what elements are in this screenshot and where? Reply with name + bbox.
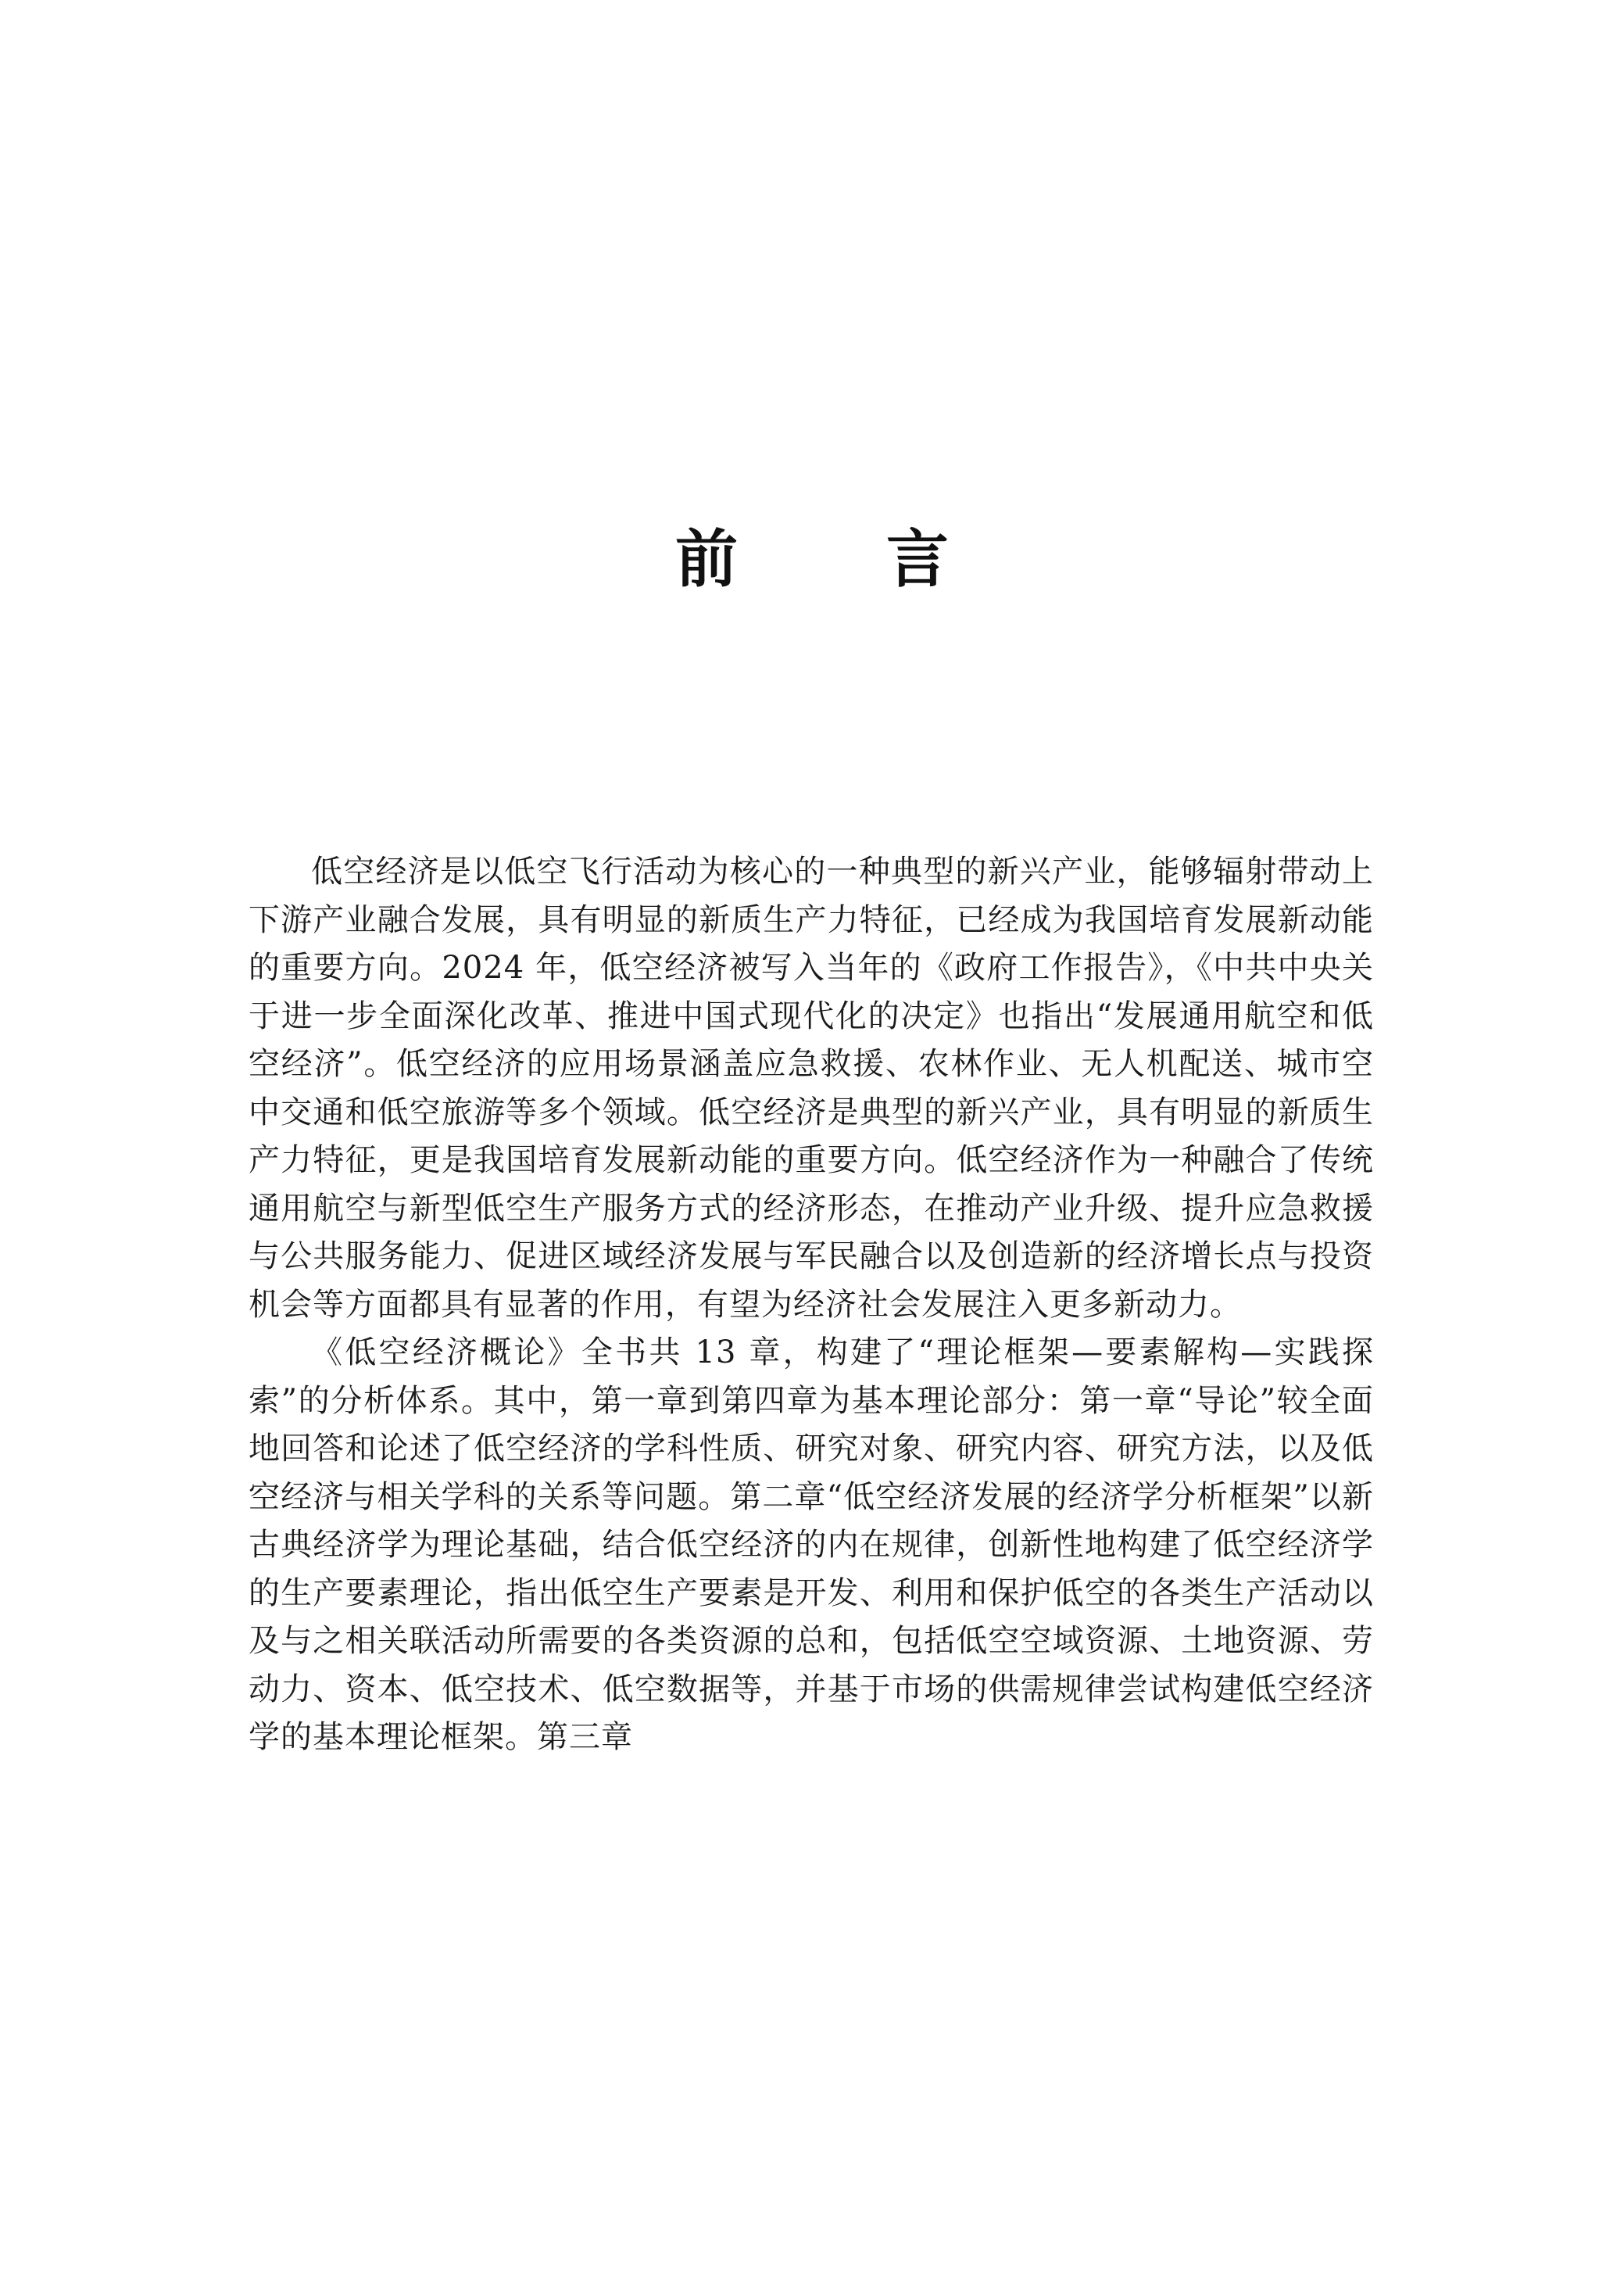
title-char-1: 前 bbox=[675, 522, 738, 596]
preface-body bbox=[249, 848, 1374, 1762]
title-char-2: 言 bbox=[886, 522, 949, 596]
page-title bbox=[0, 520, 1624, 598]
paragraph-2: 《低空经济概论》全书共 13 章，构建了“理论框架—要素解构—实践探索”的分析体系。其中，第一章到第四章为基本理论部分：第一章“导论”较全面地回答和论述了低空经济的学科性质、研究对象、研究内容、研究方法，以及低空经济与相关学科的关系等问题。第二章“低空经济发展的经济学分析框架”以新古典经济学为理论基础，结合低空经济的内在规律，创新性地构建了低空经济学的生产要素理论，指出低空生产要素是开发、利用和保护低空的各类生产活动以及与之相关联活动所需要的各类资源的总和，包括低空空域资源、土地资源、劳动力、资本、低空技术、低空数据等，并基于市场的供需规律尝试构建低空经济学的基本理论框架。第三章 bbox=[249, 1334, 1374, 1755]
paragraph-1: 低空经济是以低空飞行活动为核心的一种典型的新兴产业，能够辐射带动上下游产业融合发展，具有明显的新质生产力特征，已经成为我国培育发展新动能的重要方向。2024 年，低空经济被写入当年的《政府工作报告》，《中共中央关于进一步全面深化改革、推进中国式现代化的决定》也指出“发展通用航空和低空经济”。低空经济的应用场景涵盖应急救援、农林作业、无人机配送、城市空中交通和低空旅游等多个领域。低空经济是典型的新兴产业，具有明显的新质生产力特征，更是我国培育发展新动能的重要方向。低空经济作为一种融合了传统通用航空与新型低空生产服务方式的经济形态，在推动产业升级、提升应急救援与公共服务能力、促进区域经济发展与军民融合以及创造新的经济增长点与投资机会等方面都具有显著的作用，有望为经济社会发展注入更多新动力。 bbox=[249, 854, 1374, 1323]
